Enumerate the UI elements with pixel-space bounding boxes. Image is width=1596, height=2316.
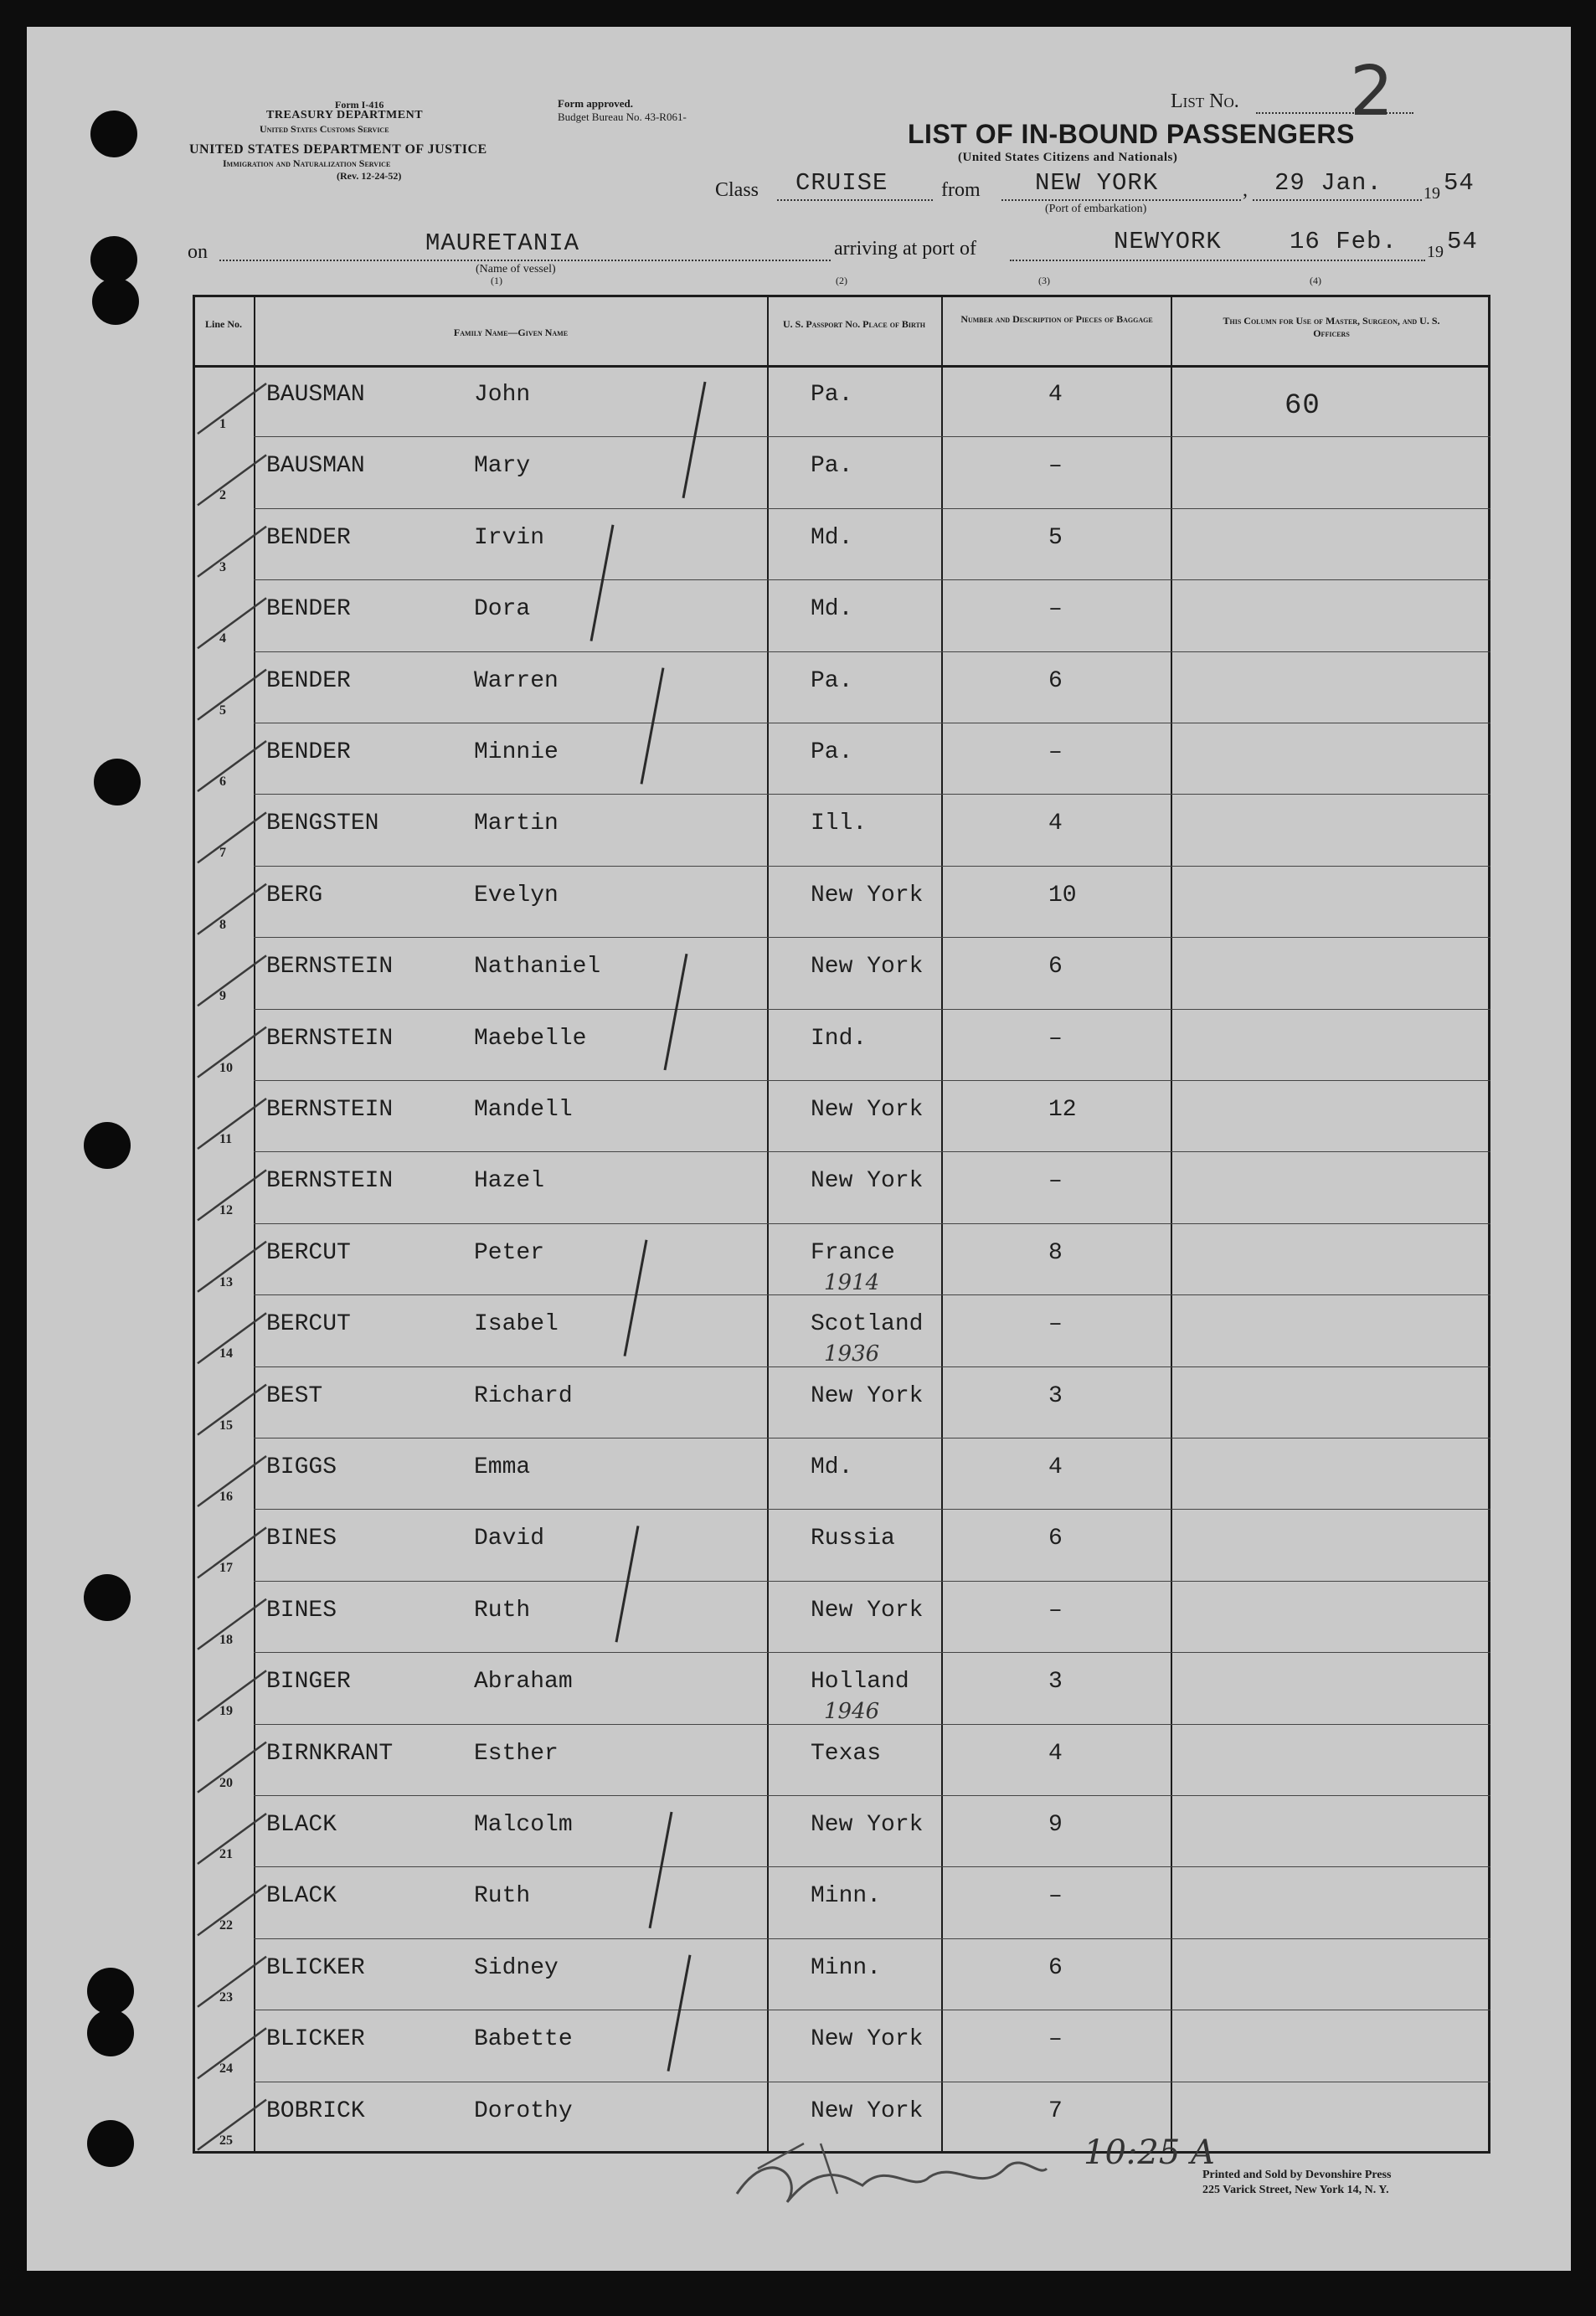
line-number: 3 — [219, 559, 226, 574]
list-no-label: List No. — [1171, 90, 1239, 112]
year-prefix-2: 19 — [1427, 243, 1444, 261]
place-of-birth: Md. — [811, 524, 853, 551]
family-name: BINES — [266, 1526, 337, 1552]
given-name: Peter — [474, 1239, 545, 1266]
page-subtitle: (United States Citizens and Nationals) — [958, 151, 1178, 164]
birth-year-annotation: 1914 — [824, 1269, 880, 1295]
treasury-dept: TREASURY DEPARTMENT — [266, 109, 424, 121]
baggage-count: 9 — [1048, 1812, 1063, 1838]
given-name: Martin — [474, 811, 559, 837]
baggage-count: – — [1048, 596, 1063, 623]
class-label: Class — [715, 179, 759, 201]
col-header-baggage: Number and Description of Pieces of Baggage — [960, 313, 1153, 325]
place-of-birth: Minn. — [811, 1883, 882, 1910]
line-number: 20 — [219, 1775, 233, 1790]
arrival-date: 16 Feb. — [1290, 228, 1398, 255]
given-name: John — [474, 382, 531, 408]
line-number: 21 — [219, 1847, 233, 1861]
baggage-count: – — [1048, 2026, 1063, 2053]
line-number: 23 — [219, 1989, 233, 2005]
given-name: Ruth — [474, 1597, 531, 1624]
line-number: 5 — [219, 703, 226, 718]
family-name: BLACK — [266, 1812, 337, 1838]
year-prefix: 19 — [1424, 184, 1440, 203]
family-name: BAUSMAN — [266, 382, 365, 408]
form-approved: Form approved. — [558, 97, 634, 110]
page-title: LIST OF IN-BOUND PASSENGERS — [908, 119, 1355, 149]
given-name: Minnie — [474, 739, 559, 765]
given-name: Dorothy — [474, 2097, 573, 2124]
officer-note: 60 — [1285, 390, 1321, 422]
given-name: Abraham — [474, 1669, 573, 1696]
list-no-value: 2 — [1350, 52, 1394, 131]
baggage-count: 4 — [1048, 1454, 1063, 1480]
given-name: Mary — [474, 453, 531, 480]
baggage-count: 3 — [1048, 1669, 1063, 1696]
line-number: 25 — [219, 2133, 233, 2148]
note-1: (1) — [491, 275, 502, 286]
family-name: BLICKER — [266, 1954, 365, 1981]
note-4: (4) — [1310, 275, 1321, 286]
line-number: 2 — [219, 488, 226, 503]
from-label: from — [941, 179, 981, 201]
given-name: Babette — [474, 2026, 573, 2053]
line-number: 11 — [219, 1132, 233, 1146]
baggage-count: – — [1048, 1025, 1063, 1052]
baggage-count: 6 — [1048, 1526, 1063, 1552]
baggage-count: 12 — [1048, 1097, 1077, 1123]
baggage-count: 6 — [1048, 954, 1063, 980]
line-number: 17 — [219, 1561, 233, 1576]
given-name: Evelyn — [474, 882, 559, 908]
line-number: 10 — [219, 1060, 233, 1075]
line-number: 7 — [219, 846, 226, 861]
place-of-birth: Pa. — [811, 667, 853, 694]
family-name: BENDER — [266, 524, 351, 551]
line-number: 8 — [219, 917, 226, 932]
baggage-count: 6 — [1048, 1954, 1063, 1981]
port-embark-note: (Port of embarkation) — [1045, 203, 1147, 215]
line-number: 19 — [219, 1704, 233, 1719]
baggage-count: – — [1048, 1311, 1063, 1338]
given-name: Esther — [474, 1740, 559, 1767]
form-number: Form I-416 — [335, 99, 384, 111]
place-of-birth: New York — [811, 2097, 924, 2124]
line-number: 18 — [219, 1632, 233, 1647]
given-name: Dora — [474, 596, 531, 623]
signature-time: 10:25 A — [1084, 2133, 1215, 2172]
line-number: 16 — [219, 1490, 233, 1504]
line-number: 6 — [219, 775, 226, 789]
arriving-label: arriving at port of — [834, 238, 976, 260]
from-port: NEW YORK — [1035, 169, 1159, 197]
place-of-birth: New York — [811, 1597, 924, 1624]
family-name: BENDER — [266, 739, 351, 765]
given-name: Maebelle — [474, 1025, 587, 1052]
place-of-birth: Minn. — [811, 1954, 882, 1981]
place-of-birth: Holland — [811, 1669, 909, 1696]
customs-service: United States Customs Service — [260, 123, 389, 135]
line-number: 9 — [219, 989, 226, 1004]
line-number: 14 — [219, 1346, 233, 1361]
baggage-count: – — [1048, 1883, 1063, 1910]
place-of-birth: New York — [811, 882, 924, 908]
line-number: 13 — [219, 1274, 233, 1289]
line-number: 4 — [219, 631, 226, 646]
family-name: BENDER — [266, 596, 351, 623]
note-2: (2) — [836, 275, 847, 286]
given-name: Mandell — [474, 1097, 573, 1123]
vessel-note: (Name of vessel) — [476, 263, 556, 275]
baggage-count: 4 — [1048, 1740, 1063, 1767]
baggage-count: 5 — [1048, 524, 1063, 551]
place-of-birth: New York — [811, 1168, 924, 1195]
place-of-birth: Pa. — [811, 453, 853, 480]
family-name: BIGGS — [266, 1454, 337, 1480]
place-of-birth: Ill. — [811, 811, 868, 837]
family-name: BERNSTEIN — [266, 1168, 394, 1195]
family-name: BERCUT — [266, 1311, 351, 1338]
family-name: BERNSTEIN — [266, 1097, 394, 1123]
birth-year-annotation: 1946 — [824, 1699, 880, 1725]
line-number: 15 — [219, 1418, 233, 1433]
place-of-birth: Md. — [811, 596, 853, 623]
place-of-birth: Ind. — [811, 1025, 868, 1052]
family-name: BLICKER — [266, 2026, 365, 2053]
given-name: David — [474, 1526, 545, 1552]
family-name: BENDER — [266, 667, 351, 694]
given-name: Isabel — [474, 1311, 559, 1338]
baggage-count: 10 — [1048, 882, 1077, 908]
col-header-officers: This Column for Use of Master, Surgeon, and U. S. Officers — [1223, 315, 1440, 339]
place-of-birth: Texas — [811, 1740, 882, 1767]
place-of-birth: New York — [811, 1382, 924, 1409]
printer-line-2: 225 Varick Street, New York 14, N. Y. — [1202, 2184, 1389, 2196]
family-name: BENGSTEN — [266, 811, 379, 837]
ins-service: Immigration and Naturalization Service — [223, 157, 391, 169]
place-of-birth: France — [811, 1239, 895, 1266]
family-name: BIRNKRANT — [266, 1740, 394, 1767]
given-name: Malcolm — [474, 1812, 573, 1838]
line-number: 22 — [219, 1918, 233, 1933]
col-header-line: Line No. — [204, 318, 242, 330]
family-name: BINES — [266, 1597, 337, 1624]
line-number: 12 — [219, 1203, 233, 1218]
place-of-birth: New York — [811, 954, 924, 980]
baggage-count: 6 — [1048, 667, 1063, 694]
note-3: (3) — [1038, 275, 1050, 286]
baggage-count: – — [1048, 739, 1063, 765]
given-name: Hazel — [474, 1168, 545, 1195]
family-name: BERNSTEIN — [266, 954, 394, 980]
place-of-birth: Pa. — [811, 382, 853, 408]
given-name: Richard — [474, 1382, 573, 1409]
departure-year: 54 — [1444, 169, 1475, 197]
departure-date: 29 Jan. — [1274, 169, 1382, 197]
family-name: BERG — [266, 882, 323, 908]
arrival-port: NEWYORK — [1114, 228, 1222, 255]
baggage-count: 7 — [1048, 2097, 1063, 2124]
comma: , — [1243, 179, 1248, 201]
revision: (Rev. 12-24-52) — [337, 170, 402, 182]
given-name: Emma — [474, 1454, 531, 1480]
line-number: 1 — [219, 417, 226, 431]
place-of-birth: Scotland — [811, 1311, 924, 1338]
printer-line-1: Printed and Sold by Devonshire Press — [1202, 2169, 1392, 2181]
baggage-count: – — [1048, 1168, 1063, 1195]
given-name: Warren — [474, 667, 559, 694]
family-name: BERCUT — [266, 1239, 351, 1266]
vessel-name: MAURETANIA — [425, 229, 580, 257]
given-name: Nathaniel — [474, 954, 601, 980]
col-header-name: Family Name—Given Name — [453, 327, 569, 338]
line-number: 24 — [219, 2061, 233, 2077]
place-of-birth: Russia — [811, 1526, 895, 1552]
col-header-passport: U. S. Passport No. Place of Birth — [782, 318, 925, 330]
family-name: BEST — [266, 1382, 323, 1409]
place-of-birth: Md. — [811, 1454, 853, 1480]
place-of-birth: New York — [811, 1097, 924, 1123]
class-value: CRUISE — [795, 169, 888, 197]
arrival-year: 54 — [1447, 228, 1478, 255]
family-name: BLACK — [266, 1883, 337, 1910]
baggage-count: 4 — [1048, 811, 1063, 837]
given-name: Irvin — [474, 524, 545, 551]
given-name: Ruth — [474, 1883, 531, 1910]
baggage-count: – — [1048, 1597, 1063, 1624]
family-name: BAUSMAN — [266, 453, 365, 480]
birth-year-annotation: 1936 — [824, 1341, 880, 1367]
family-name: BERNSTEIN — [266, 1025, 394, 1052]
baggage-count: 8 — [1048, 1239, 1063, 1266]
family-name: BINGER — [266, 1669, 351, 1696]
baggage-count: 3 — [1048, 1382, 1063, 1409]
family-name: BOBRICK — [266, 2097, 365, 2124]
given-name: Sidney — [474, 1954, 559, 1981]
place-of-birth: New York — [811, 1812, 924, 1838]
on-label: on — [188, 241, 208, 263]
place-of-birth: Pa. — [811, 739, 853, 765]
baggage-count: 4 — [1048, 382, 1063, 408]
budget-bureau: Budget Bureau No. 43-R061- — [558, 111, 687, 123]
place-of-birth: New York — [811, 2026, 924, 2053]
justice-dept: UNITED STATES DEPARTMENT OF JUSTICE — [189, 142, 487, 157]
baggage-count: – — [1048, 453, 1063, 480]
